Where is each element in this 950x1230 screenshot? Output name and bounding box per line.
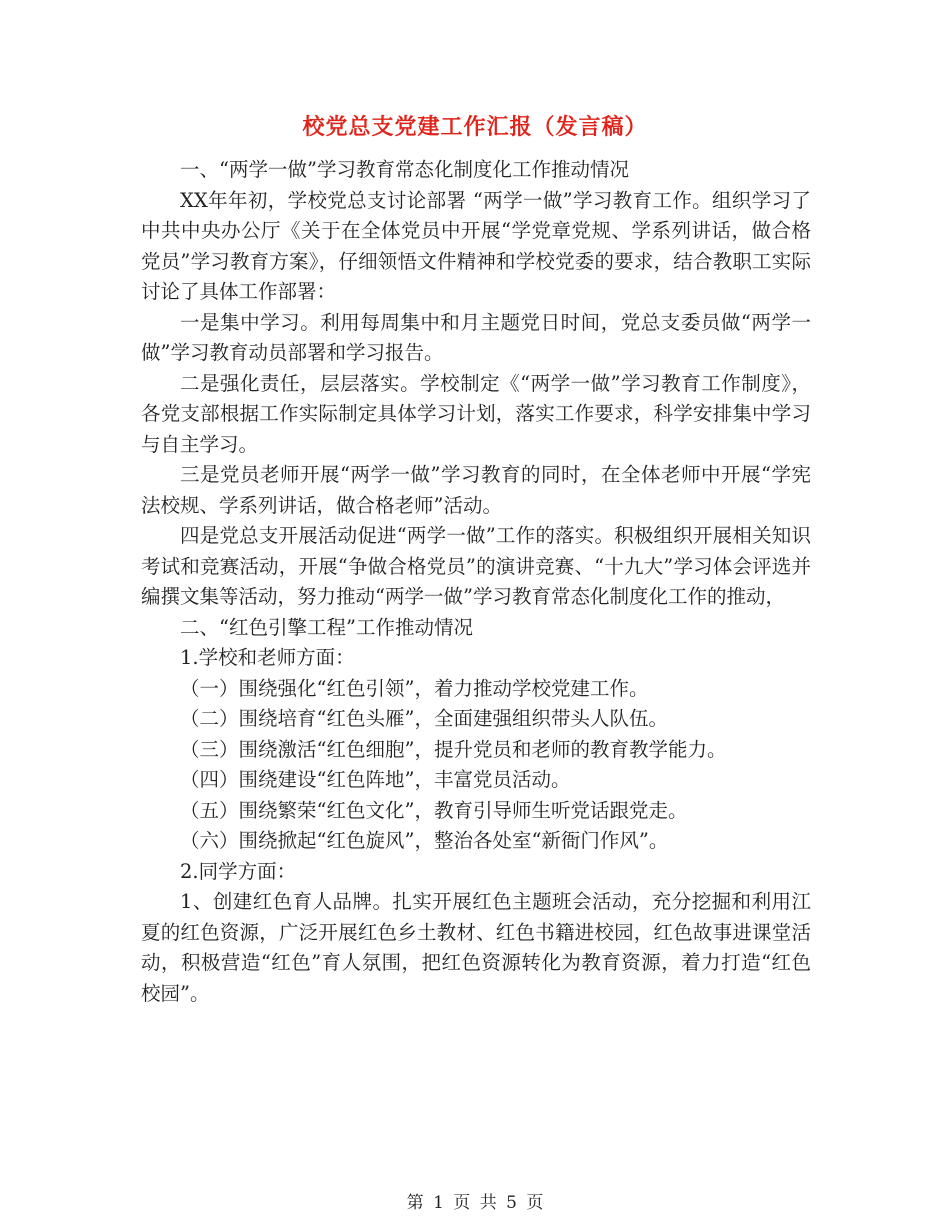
- paragraph-item-2: 二是强化责任，层层落实。学校制定《“两学一做”学习教育工作制度》，各党支部根据工作实际制定具体学习计划，落实工作要求，科学安排集中学习与自主学习。: [141, 371, 811, 456]
- document-body: [141, 155, 811, 1009]
- paragraph-intro: XX年年初，学校党总支讨论部署 “两学一做”学习教育工作。组织学习了中共中央办公厅《关于在全体党员中开展“学党章党规、学系列讲话，做合格党员”学习教育方案》，仔细领悟文件精神和学校党委的要求，结合教职工实际讨论了具体工作部署：: [141, 188, 811, 303]
- page-number-footer: 第 1 页 共 5 页: [406, 1193, 544, 1213]
- subheading-school-teachers: 1.学校和老师方面：: [180, 646, 355, 669]
- heading-section-2: 二、“红色引擎工程”工作推动情况: [180, 615, 473, 639]
- list-item: （一）围绕强化“红色引领”，着力推动学校党建工作。: [180, 676, 649, 700]
- subheading-students: 2.同学方面：: [180, 859, 297, 883]
- heading-section-1: 一、“两学一做”学习教育常态化制度化工作推动情况: [180, 158, 629, 181]
- paragraph-item-3: 三是党员老师开展“两学一做”学习教育的同时，在全体老师中开展“学宪法校规、学系列讲话，做合格老师”活动。: [141, 463, 811, 517]
- list-item: （二）围绕培育“红色头雁”，全面建强组织带头人队伍。: [180, 707, 668, 730]
- list-item: （三）围绕激活“红色细胞”，提升党员和老师的教育教学能力。: [180, 737, 727, 761]
- list-item: （四）围绕建设“红色阵地”，丰富党员活动。: [180, 768, 571, 791]
- list-item: （六）围绕掀起“红色旋风”，整治各处室“新衙门作风”。: [180, 829, 669, 852]
- paragraph-red-education: 1、创建红色育人品牌。扎实开展红色主题班会活动，充分挖掘和利用江夏的红色资源，广泛开展红色乡土教材、红色书籍进校园，红色故事进课堂活动，积极营造“红色”育人氛围，把红色资源转化为教育资源，着力打造“红色校园”。: [141, 890, 811, 1005]
- paragraph-item-4: 四是党总支开展活动促进“两学一做”工作的落实。积极组织开展相关知识考试和竞赛活动，开展“争做合格党员”的演讲竞赛、“十九大”学习体会评选并编撰文集等活动，努力推动“两学一做”学习教育常态化制度化工作的推动，: [141, 524, 811, 608]
- list-item: （五）围绕繁荣“红色文化”，教育引导师生听党话跟党走。: [180, 798, 688, 822]
- paragraph-item-1: 一是集中学习。利用每周集中和月主题党日时间，党总支委员做“两学一做”学习教育动员部署和学习报告。: [141, 310, 811, 364]
- document-title: 校党总支党建工作汇报（发言稿）: [302, 114, 648, 140]
